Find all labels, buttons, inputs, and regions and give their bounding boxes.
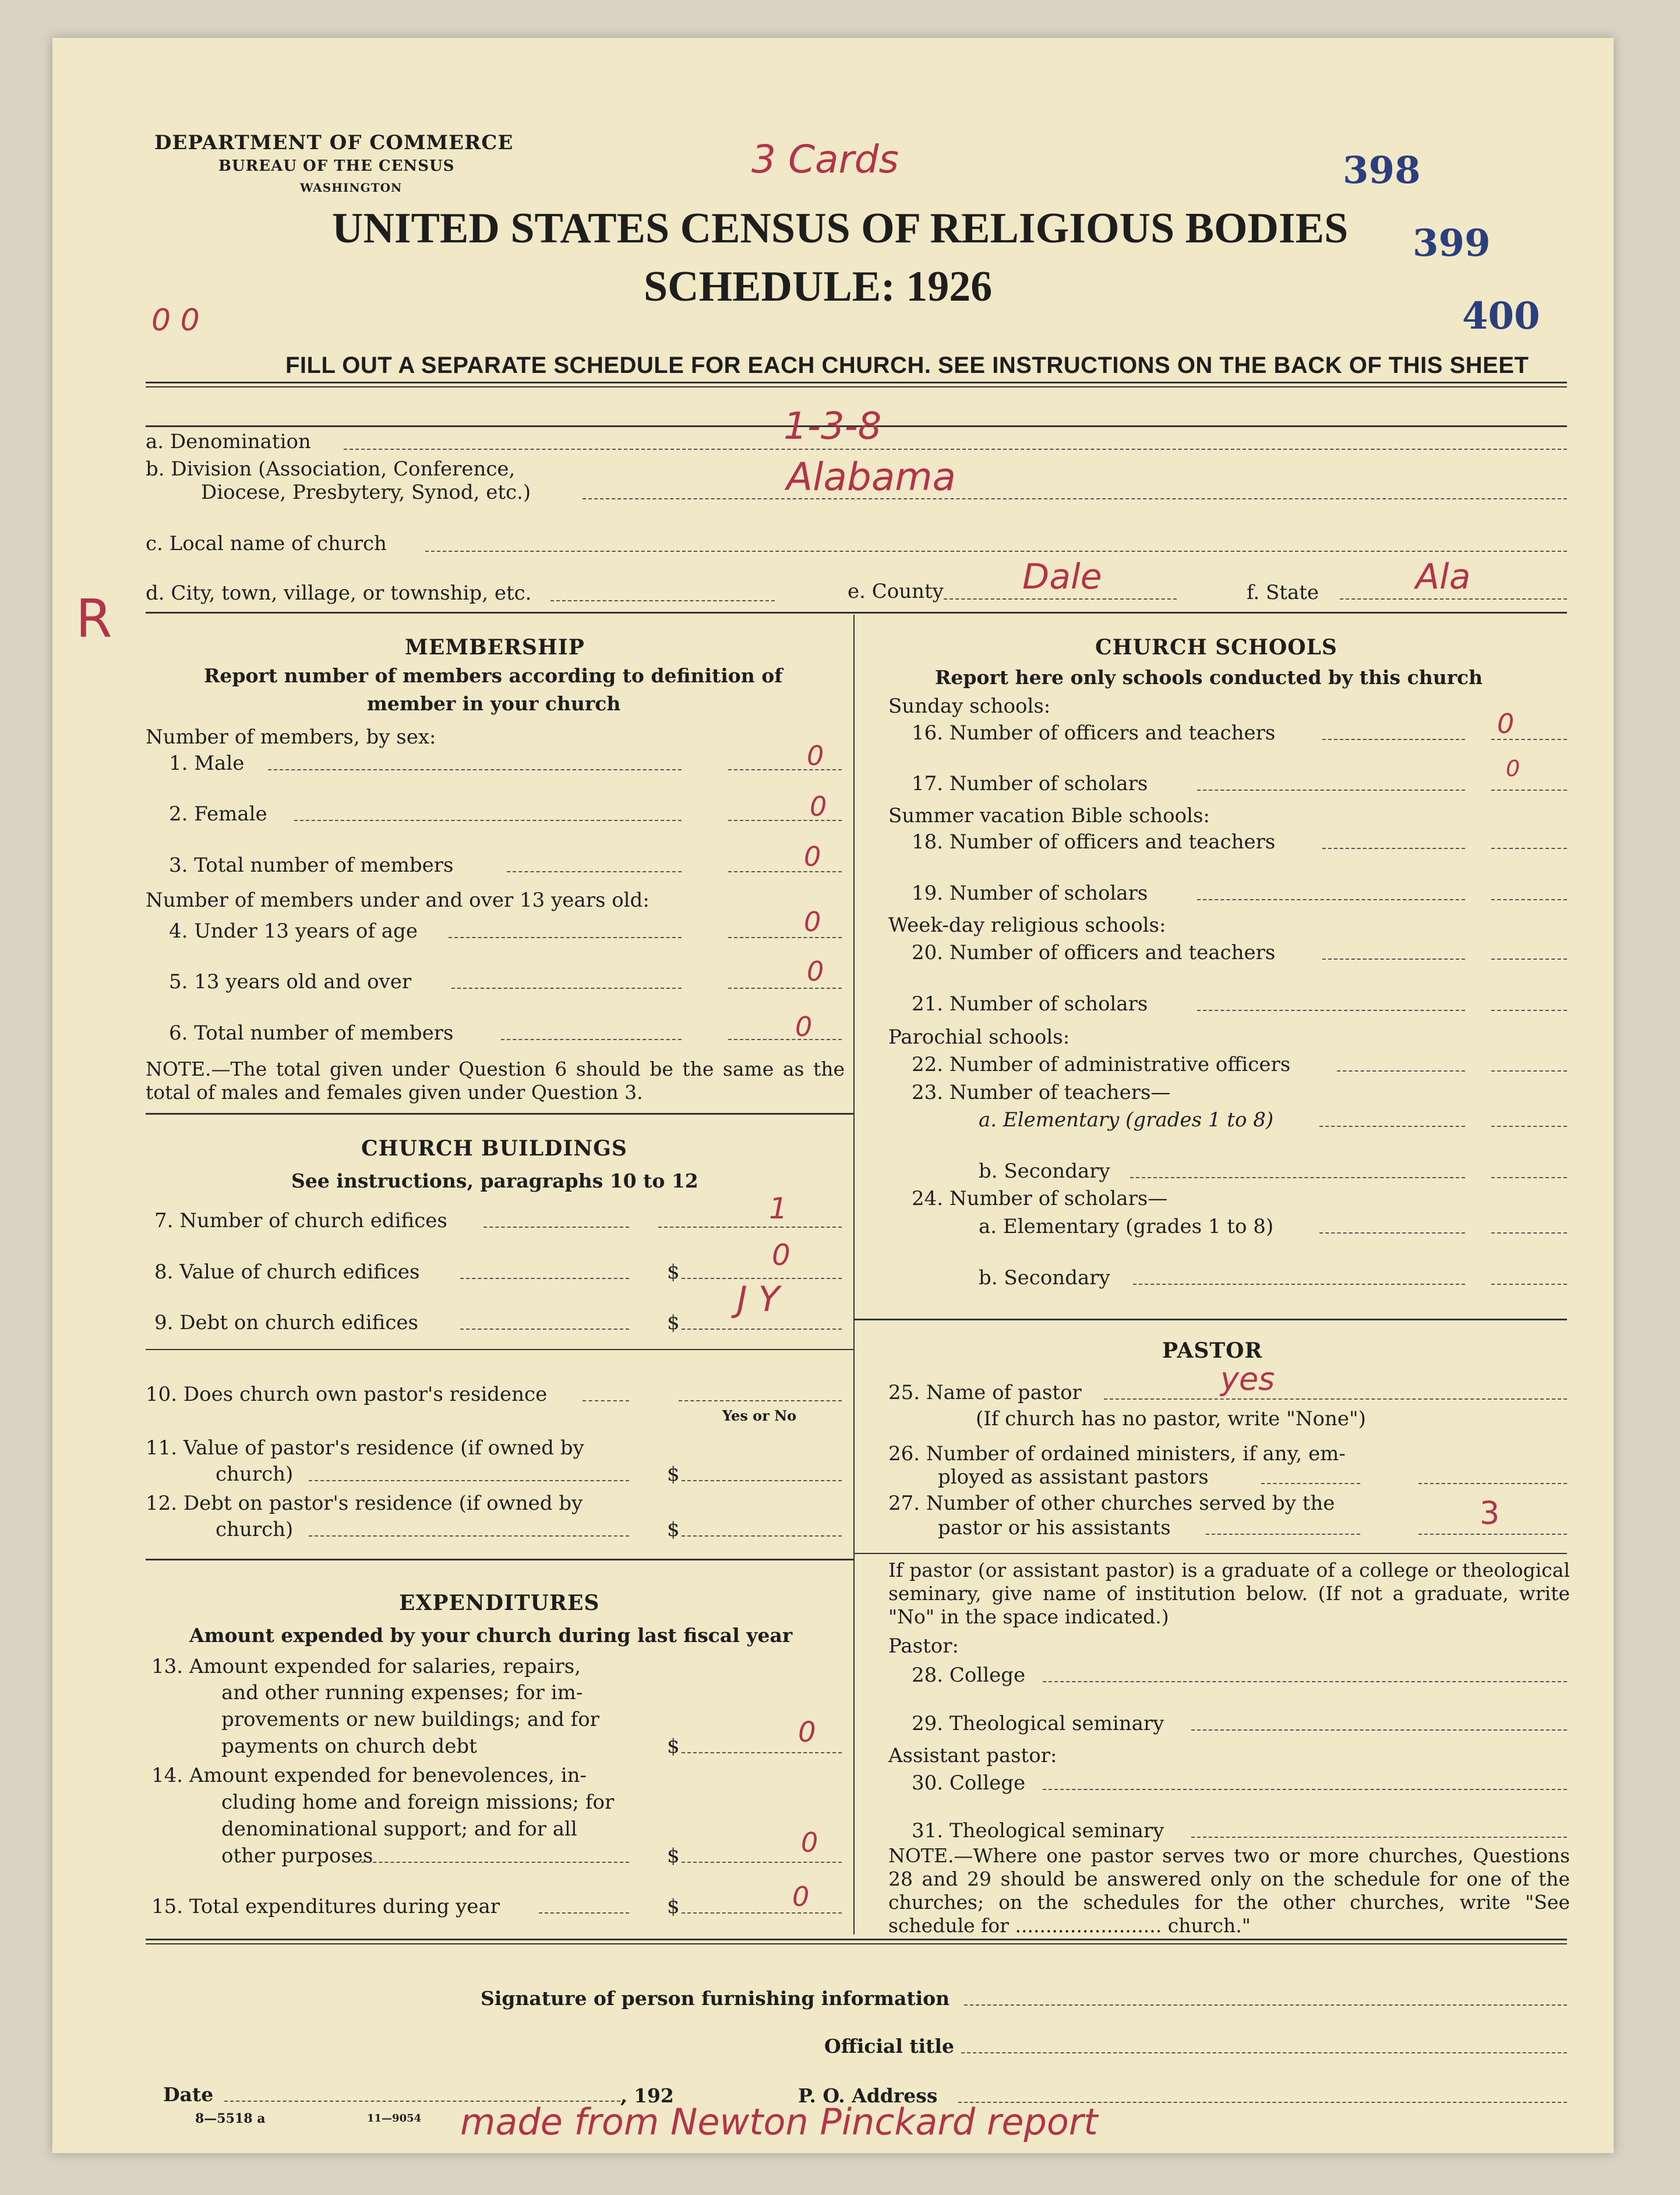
city-town-label: d. City, town, village, or township, etc. [146, 582, 532, 605]
q14-line-1: 14. Amount expended for benevolences, in- [151, 1764, 587, 1787]
q14-leader [355, 1862, 629, 1863]
q10-label: 10. Does church own pastor's residence [146, 1383, 548, 1406]
census-form-paper [52, 38, 1614, 2153]
q10-answer-line [679, 1400, 842, 1401]
q22-label: 22. Number of administrative officers [912, 1053, 1291, 1076]
q6-label: 6. Total number of members [169, 1021, 454, 1045]
q24a-label: a. Elementary (grades 1 to 8) [979, 1215, 1274, 1238]
signature-line[interactable] [964, 2004, 1567, 2006]
q19-label: 19. Number of scholars [912, 882, 1148, 905]
q29-line [1191, 1729, 1567, 1731]
q23b-label: b. Secondary [979, 1160, 1110, 1183]
cards-annotation: 3 Cards [751, 137, 899, 182]
q1-label: 1. Male [169, 752, 245, 775]
denomination-value[interactable]: 1-3-8 [783, 405, 882, 448]
q22-answer-line [1491, 1070, 1567, 1072]
q25-value[interactable]: yes [1220, 1361, 1275, 1397]
q25-note: (If church has no pastor, write "None") [976, 1407, 1366, 1431]
q24b-answer-line [1491, 1284, 1567, 1285]
q24b-leader [1133, 1284, 1465, 1285]
q15-dollar: $ [667, 1895, 680, 1918]
members-by-sex-label: Number of members, by sex: [146, 725, 436, 749]
q31-label: 31. Theological seminary [912, 1819, 1164, 1842]
q23a-answer-line [1491, 1126, 1567, 1127]
q21-leader [1197, 1010, 1465, 1011]
q21-label: 21. Number of scholars [912, 992, 1148, 1016]
summer-schools-label: Summer vacation Bible schools: [888, 804, 1210, 827]
schools-sub: Report here only schools conducted by this church [935, 666, 1483, 689]
q15-leader [539, 1912, 629, 1914]
q7-answer-line [658, 1227, 842, 1228]
q17-label: 17. Number of scholars [912, 772, 1148, 795]
q9-label: 9. Debt on church edifices [154, 1311, 418, 1334]
q8-leader [460, 1278, 629, 1279]
q6-answer-line [728, 1039, 842, 1040]
q29-label: 29. Theological seminary [912, 1712, 1164, 1735]
q24a-leader [1319, 1232, 1465, 1234]
state-value[interactable]: Ala [1416, 556, 1471, 597]
footer-handwritten-note: made from Newton Pinckard report [460, 2101, 1098, 2143]
q23a-leader [1319, 1126, 1465, 1127]
q16-label: 16. Number of officers and teachers [912, 721, 1276, 745]
q23b-leader [1130, 1177, 1465, 1178]
stamp-number-398: 398 [1343, 149, 1421, 192]
q27-label-2: pastor or his assistants [938, 1516, 1171, 1539]
q2-leader [294, 820, 682, 821]
q1-answer-line [728, 769, 842, 770]
form-number-2: 11—9054 [367, 2112, 422, 2124]
q4-value[interactable]: 0 [804, 906, 821, 938]
q7-label: 7. Number of church edifices [154, 1209, 447, 1232]
q9-value[interactable]: J Y [737, 1279, 780, 1320]
pastor-note: NOTE.—Where one pastor serves two or more churches, Questions 28 and 29 should be answered only on the schedule for one of the churches; on the schedules for the other churches, write "See schedule for ........................ church." [888, 1844, 1570, 1937]
buildings-divider [146, 1349, 853, 1350]
header-rule-top-2 [146, 386, 1567, 387]
q15-value[interactable]: 0 [792, 1881, 810, 1912]
q16-value[interactable]: 0 [1497, 708, 1515, 739]
denomination-label: a. Denomination [146, 430, 311, 453]
q18-answer-line [1491, 848, 1567, 849]
state-label: f. State [1247, 581, 1319, 604]
q13-dollar: $ [667, 1735, 680, 1758]
q12-label-2: church) [216, 1518, 294, 1541]
q11-dollar: $ [667, 1463, 680, 1486]
footer-rule-1 [146, 1939, 1567, 1940]
q22-leader [1337, 1070, 1465, 1072]
expenditures-divider [146, 1559, 853, 1560]
q23a-label: a. Elementary (grades 1 to 8) [979, 1108, 1274, 1132]
schedule-title: SCHEDULE: 1926 [644, 263, 993, 311]
q2-value[interactable]: 0 [810, 791, 827, 822]
q26-answer-line [1418, 1483, 1567, 1484]
q18-label: 18. Number of officers and teachers [912, 830, 1276, 854]
bureau-label: BUREAU OF THE CENSUS [218, 157, 455, 175]
q24b-label: b. Secondary [979, 1266, 1110, 1289]
date-label: Date [163, 2083, 214, 2106]
footer-rule-2 [146, 1943, 1567, 1944]
q17-value[interactable]: 0 [1506, 756, 1520, 781]
q26-leader [1261, 1483, 1360, 1484]
q11-leader [309, 1480, 629, 1481]
q17-answer-line [1491, 790, 1567, 791]
graduate-note: If pastor (or assistant pastor) is a graduate of a college or theological seminary, give name of institution below. (If not a graduate, write "No" in the space indicated.) [888, 1559, 1570, 1628]
q3-value[interactable]: 0 [804, 841, 821, 872]
members-by-age-label: Number of members under and over 13 years old: [146, 889, 650, 912]
q28-line [1043, 1681, 1567, 1682]
q4-label: 4. Under 13 years of age [169, 919, 418, 943]
membership-title: MEMBERSHIP [405, 635, 585, 660]
city-label: WASHINGTON [300, 181, 403, 195]
q4-leader [449, 937, 682, 938]
q7-leader [483, 1227, 629, 1228]
q2-label: 2. Female [169, 802, 267, 826]
q5-leader [451, 988, 682, 989]
q25-label: 25. Name of pastor [888, 1381, 1082, 1404]
q25-line [1104, 1398, 1567, 1400]
city-town-line [550, 600, 775, 601]
q11-label-1: 11. Value of pastor's residence (if owned by [146, 1436, 584, 1460]
membership-sub-2: member in your church [367, 692, 621, 715]
q7-value[interactable]: 1 [769, 1192, 788, 1225]
yes-or-no-hint: Yes or No [722, 1407, 797, 1424]
q24-label: 24. Number of scholars— [912, 1187, 1168, 1210]
q26-label-1: 26. Number of ordained ministers, if any, em- [888, 1442, 1346, 1465]
q9-leader [460, 1329, 629, 1330]
q27-value[interactable]: 3 [1480, 1495, 1500, 1531]
q3-label: 3. Total number of members [169, 854, 454, 877]
q14-value[interactable]: 0 [801, 1827, 818, 1858]
q15-label: 15. Total expenditures during year [151, 1895, 500, 1918]
schools-divider [853, 1319, 1567, 1320]
q16-leader [1322, 739, 1465, 740]
division-label-2: Diocese, Presbytery, Synod, etc.) [201, 481, 531, 504]
signature-label: Signature of person furnishing information [481, 1987, 950, 2010]
q5-value[interactable]: 0 [807, 956, 824, 987]
section-divider-top [146, 612, 1567, 614]
pastor-divider [853, 1553, 1567, 1554]
q13-answer-line [682, 1752, 842, 1753]
pastor-title: PASTOR [1162, 1338, 1263, 1363]
q6-leader [501, 1039, 682, 1040]
q18-leader [1322, 848, 1465, 849]
q9-answer-line [682, 1329, 842, 1330]
q13-line-1: 13. Amount expended for salaries, repairs, [151, 1655, 581, 1678]
q14-line-4: other purposes [221, 1844, 373, 1868]
q30-label: 30. College [912, 1771, 1026, 1795]
q28-label: 28. College [912, 1664, 1026, 1687]
q27-answer-line [1418, 1534, 1567, 1535]
local-name-label: c. Local name of church [146, 532, 387, 555]
assistant-pastor-label: Assistant pastor: [888, 1744, 1057, 1767]
stamp-number-400: 400 [1462, 294, 1540, 338]
county-line [944, 598, 1177, 600]
state-line [1340, 598, 1567, 600]
q12-answer-line [682, 1535, 842, 1537]
q4-answer-line [728, 937, 842, 938]
q31-line [1191, 1837, 1567, 1838]
official-title-line[interactable] [961, 2052, 1567, 2053]
column-divider [853, 615, 855, 1935]
q5-answer-line [728, 988, 842, 989]
buildings-sub: See instructions, paragraphs 10 to 12 [291, 1169, 698, 1192]
q5-label: 5. 13 years old and over [169, 970, 412, 993]
pastor-subsection-label: Pastor: [888, 1634, 959, 1658]
county-label: e. County [848, 580, 944, 603]
q3-answer-line [728, 871, 842, 872]
q27-label-1: 27. Number of other churches served by the [888, 1492, 1335, 1515]
q9-dollar: $ [667, 1311, 680, 1334]
division-line [583, 498, 1567, 499]
q14-line-2: cluding home and foreign missions; for [221, 1791, 615, 1814]
denomination-line [344, 449, 1567, 450]
q12-dollar: $ [667, 1518, 680, 1541]
parochial-schools-label: Parochial schools: [888, 1026, 1070, 1049]
form-title: UNITED STATES CENSUS OF RELIGIOUS BODIES [332, 205, 1349, 252]
q30-line [1043, 1789, 1567, 1790]
schools-title: CHURCH SCHOOLS [1095, 635, 1337, 660]
form-number-1: 8—5518 a [195, 2111, 266, 2126]
q13-value[interactable]: 0 [798, 1716, 816, 1749]
header-rule-top [146, 382, 1567, 383]
membership-note: NOTE.—The total given under Question 6 should be the same as the total of males and females given under Question 3. [146, 1058, 845, 1104]
membership-divider [146, 1113, 853, 1115]
q8-dollar: $ [667, 1260, 680, 1284]
buildings-title: CHURCH BUILDINGS [361, 1136, 627, 1161]
q13-line-4: payments on church debt [221, 1735, 477, 1758]
left-mark-annotation: 0 0 [151, 303, 200, 338]
q20-answer-line [1491, 959, 1567, 960]
q1-value[interactable]: 0 [807, 740, 824, 771]
division-label-1: b. Division (Association, Conference, [146, 457, 516, 481]
q10-leader [583, 1400, 629, 1401]
county-value[interactable]: Dale [1022, 556, 1102, 597]
r-mark-annotation: R [76, 589, 112, 650]
expenditures-sub: Amount expended by your church during last fiscal year [189, 1624, 793, 1647]
q8-label: 8. Value of church edifices [154, 1260, 420, 1284]
q19-answer-line [1491, 899, 1567, 900]
q20-leader [1322, 959, 1465, 960]
expenditures-title: EXPENDITURES [399, 1591, 600, 1615]
q20-label: 20. Number of officers and teachers [912, 941, 1276, 964]
q27-leader [1206, 1534, 1360, 1535]
q21-answer-line [1491, 1010, 1567, 1011]
q17-leader [1197, 790, 1465, 791]
q13-line-3: provements or new buildings; and for [221, 1708, 599, 1731]
po-address-label: P. O. Address [798, 2084, 938, 2107]
q11-label-2: church) [216, 1463, 294, 1486]
q3-leader [507, 871, 682, 872]
local-name-line [425, 551, 1567, 552]
q8-value[interactable]: 0 [772, 1238, 790, 1272]
q6-value[interactable]: 0 [795, 1011, 813, 1042]
q23b-answer-line [1491, 1177, 1567, 1178]
q11-answer-line [682, 1480, 842, 1481]
instruction-line: FILL OUT A SEPARATE SCHEDULE FOR EACH CHURCH. SEE INSTRUCTIONS ON THE BACK OF THIS SHEET [285, 353, 1529, 378]
weekday-schools-label: Week-day religious schools: [888, 914, 1166, 937]
q14-answer-line [682, 1862, 842, 1863]
q13-line-2: and other running expenses; for im- [221, 1681, 583, 1704]
q24a-answer-line [1491, 1232, 1567, 1234]
q23-label: 23. Number of teachers— [912, 1081, 1171, 1104]
q19-leader [1197, 899, 1465, 900]
q14-dollar: $ [667, 1844, 680, 1868]
stamp-number-399: 399 [1413, 221, 1491, 265]
q15-answer-line [682, 1912, 842, 1914]
division-value[interactable]: Alabama [786, 454, 957, 499]
department-label: DEPARTMENT OF COMMERCE [154, 131, 514, 154]
q26-label-2: ployed as assistant pastors [938, 1465, 1209, 1489]
sunday-schools-label: Sunday schools: [888, 695, 1051, 718]
q14-line-3: denominational support; and for all [221, 1817, 577, 1841]
date-year-label: , 192 [620, 2084, 674, 2107]
q12-leader [309, 1535, 629, 1537]
membership-sub-1: Report number of members according to definition of [204, 664, 783, 687]
official-title-label: Official title [824, 2035, 954, 2057]
q12-label-1: 12. Debt on pastor's residence (if owned by [146, 1492, 583, 1515]
q1-leader [268, 769, 682, 770]
